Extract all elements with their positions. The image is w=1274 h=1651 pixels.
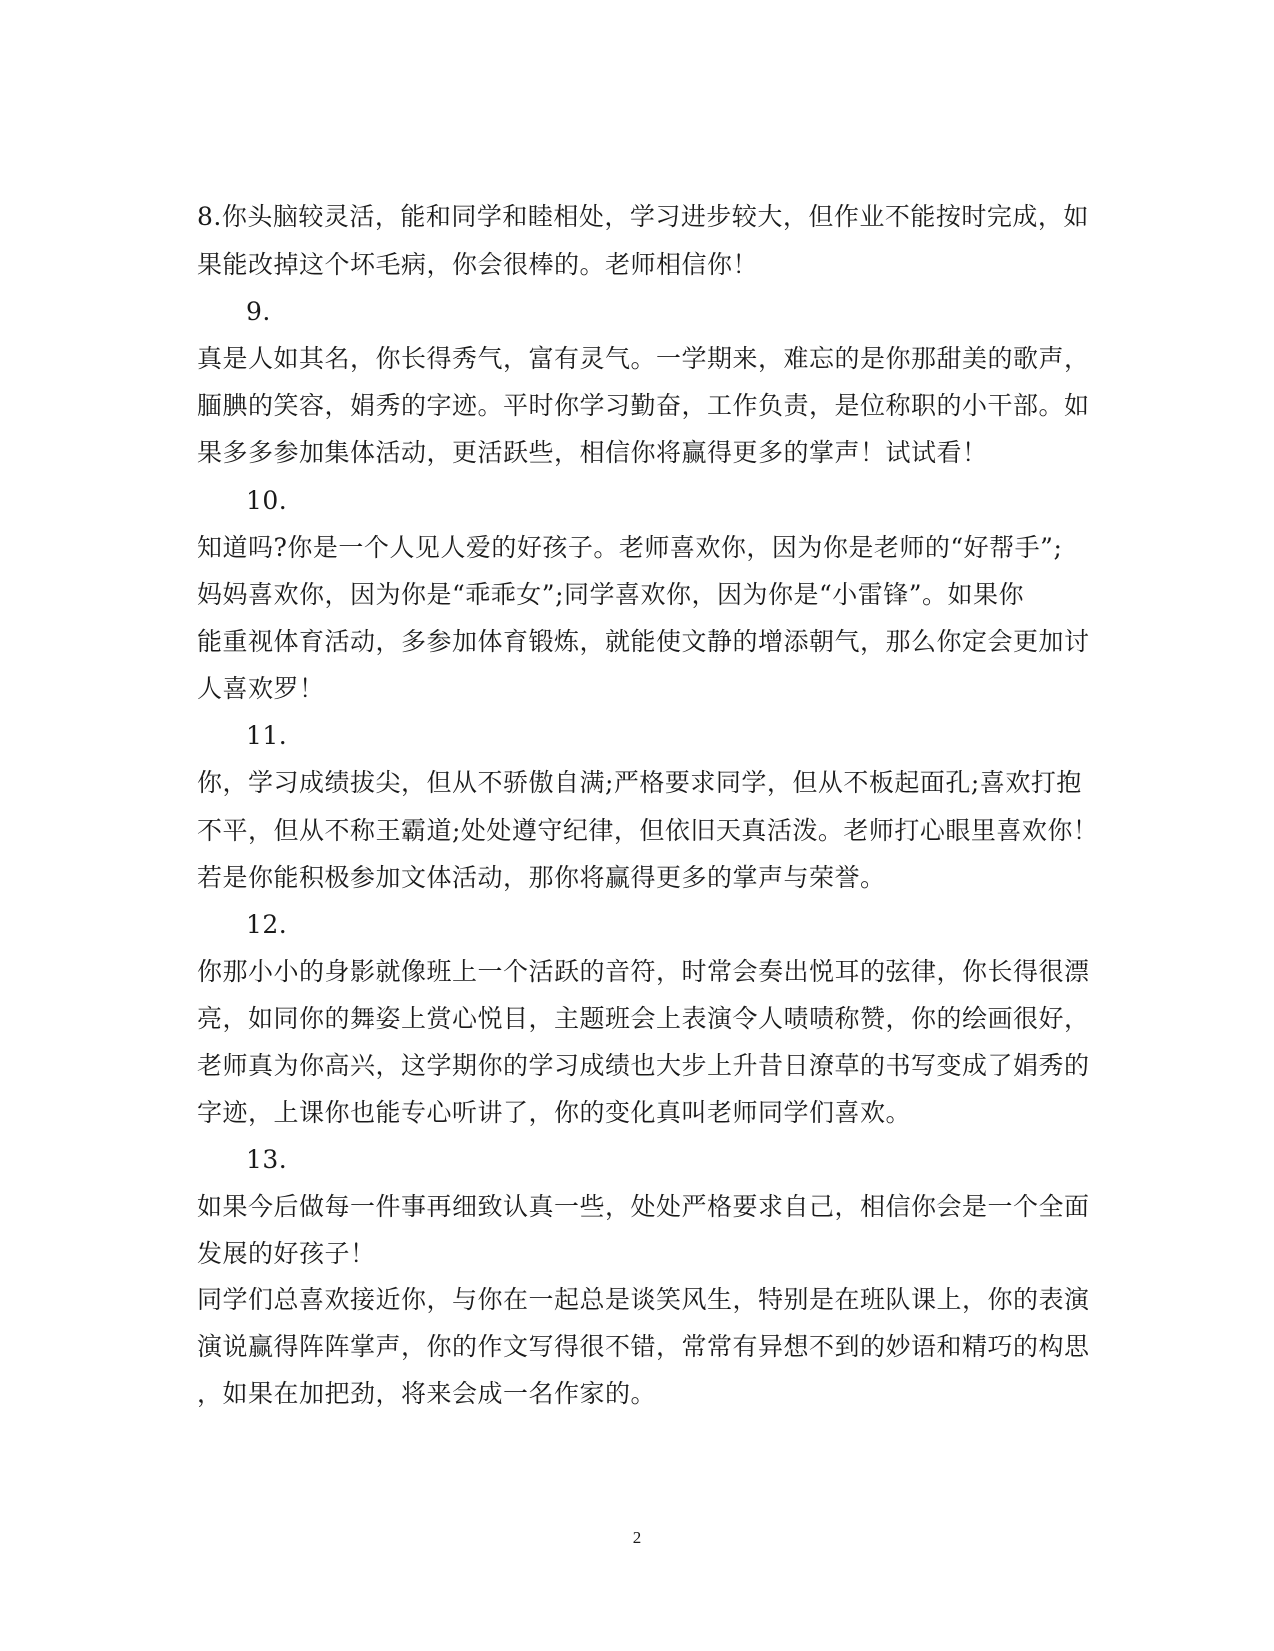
item-number: 11. [246, 721, 288, 750]
text-line: 你，学习成绩拔尖，但从不骄傲自满;严格要求同学，但从不板起面孔;喜欢打抱 [197, 768, 1082, 797]
text-line: 演说赢得阵阵掌声，你的作文写得很不错，常常有异想不到的妙语和精巧的构思 [197, 1332, 1090, 1361]
text-line: ，如果在加把劲，将来会成一名作家的。 [197, 1379, 657, 1408]
text-line: 不平，但从不称王霸道;处处遵守纪律，但依旧天真活泼。老师打心眼里喜欢你！ [197, 816, 1099, 845]
item-number: 13. [246, 1145, 288, 1174]
text-line: 若是你能积极参加文体活动，那你将赢得更多的掌声与荣誉。 [197, 863, 886, 892]
page-number: 2 [632, 1528, 642, 1547]
text-line: 老师真为你高兴，这学期你的学习成绩也大步上升昔日潦草的书写变成了娟秀的 [197, 1051, 1090, 1080]
text-line: 字迹，上课你也能专心听讲了，你的变化真叫老师同学们喜欢。 [197, 1098, 912, 1127]
item-number: 12. [246, 910, 288, 939]
text-line: 发展的好孩子！ [197, 1239, 376, 1268]
text-line: 妈妈喜欢你，因为你是“乖乖女”;同学喜欢你，因为你是“小雷锋”。如果你 [197, 580, 1025, 609]
text-line: 腼腆的笑容，娟秀的字迹。平时你学习勤奋，工作负责，是位称职的小干部。如 [197, 391, 1090, 420]
text-line: 果能改掉这个坏毛病，你会很棒的。老师相信你！ [197, 250, 759, 279]
text-line: 如果今后做每一件事再细致认真一些，处处严格要求自己，相信你会是一个全面 [197, 1192, 1090, 1221]
text-line: 知道吗?你是一个人见人爱的好孩子。老师喜欢你，因为你是老师的“好帮手”; [197, 533, 1063, 562]
text-line: 真是人如其名，你长得秀气，富有灵气。一学期来，难忘的是你那甜美的歌声， [197, 344, 1090, 373]
text-line: 你那小小的身影就像班上一个活跃的音符，时常会奏出悦耳的弦律，你长得很漂 [197, 957, 1090, 986]
text-line: 8.你头脑较灵活，能和同学和睦相处，学习进步较大，但作业不能按时完成，如 [197, 202, 1089, 231]
text-line: 果多多参加集体活动，更活跃些，相信你将赢得更多的掌声！试试看！ [197, 438, 988, 467]
item-number: 10. [246, 486, 288, 515]
text-line: 人喜欢罗！ [197, 674, 325, 703]
text-line: 亮，如同你的舞姿上赏心悦目，主题班会上表演令人啧啧称赞，你的绘画很好， [197, 1004, 1090, 1033]
item-number: 9. [246, 297, 271, 326]
text-line: 能重视体育活动，多参加体育锻炼，就能使文静的增添朝气，那么你定会更加讨 [197, 627, 1090, 656]
text-line: 同学们总喜欢接近你，与你在一起总是谈笑风生，特别是在班队课上，你的表演 [197, 1285, 1090, 1314]
